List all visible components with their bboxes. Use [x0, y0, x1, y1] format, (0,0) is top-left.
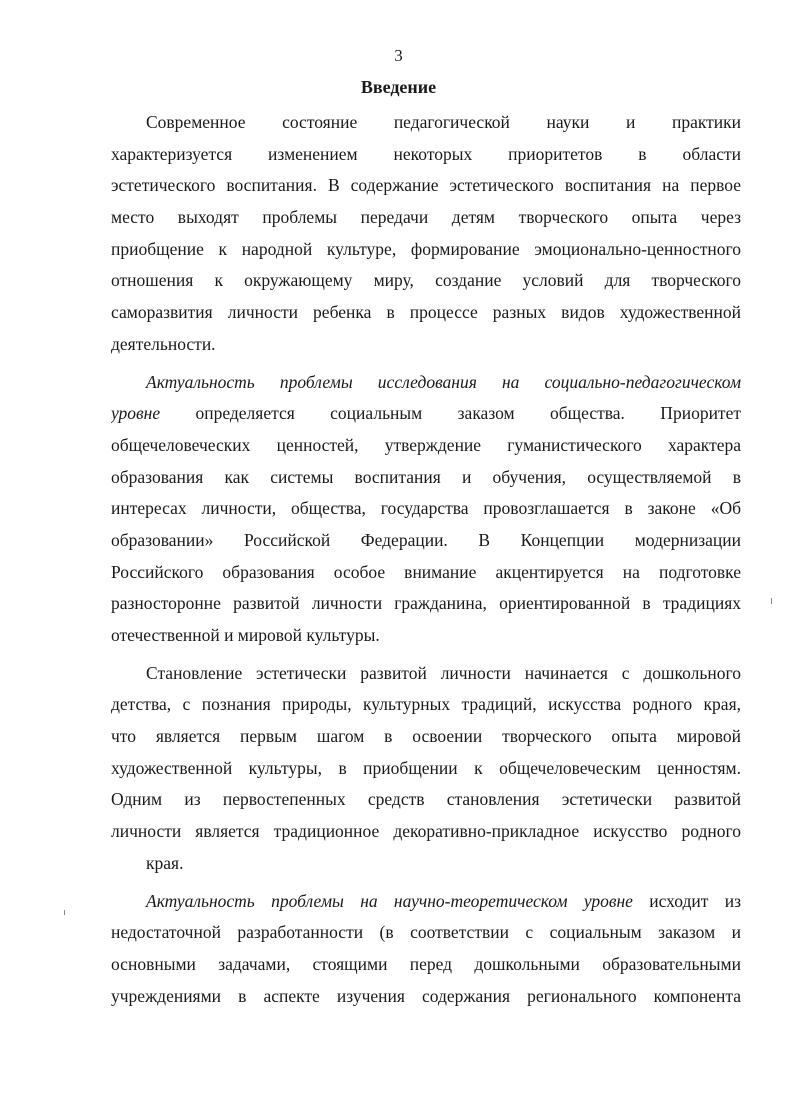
italic-phrase: уровне [111, 403, 161, 424]
text-line: характеризуется изменением некоторых приоритетов в области [111, 143, 741, 164]
text-line: детства, с познания природы, культурных традиций, искусства родного края, [111, 694, 741, 715]
scan-mark [771, 598, 772, 604]
text-line: приобщение к народной культуре, формирование эмоционально-ценностного [111, 238, 741, 259]
text-line: Становление эстетически развитой личности начинается с дошкольного [146, 662, 741, 683]
text-line: место выходят проблемы передачи детям творческого опыта через [111, 207, 741, 228]
page-title: Введение [360, 77, 437, 97]
text-line: художественной культуры, в приобщении к общечеловеческим ценностям. [111, 757, 741, 778]
text-line: отечественной и мировой культуры. [111, 625, 380, 645]
text-line: эстетического воспитания. В содержание эстетического воспитания на первое [111, 175, 741, 196]
paragraph-4 [111, 886, 741, 1013]
text-line: Современное состояние педагогической науки и практики [146, 112, 741, 132]
text-line [111, 398, 741, 430]
text-line: Российского образования особое внимание акцентируется на подготовке [111, 561, 741, 582]
document-body [111, 107, 741, 1012]
text-line: саморазвития личности ребенка в процессе разных видов художественной [111, 302, 741, 323]
paragraph-3 [111, 658, 741, 880]
text-line: общечеловеческих ценностей, утверждение гуманистического характера [111, 434, 741, 455]
text-line: основными задачами, стоящими перед дошкольными образовательными [111, 953, 741, 974]
text-line: деятельности. [111, 333, 216, 354]
text-line: Одним из первостепенных средств становления эстетически развитой [111, 789, 741, 810]
text-line: разносторонне развитой личности гражданина, ориентированной в традициях [111, 593, 741, 614]
text-line: образовании» Российской Федерации. В Концепции модернизации [111, 529, 741, 550]
italic-phrase: Актуальность проблемы на научно-теоретическом уровне [146, 890, 633, 911]
text-line: края. [146, 852, 184, 873]
text-line: интересах личности, общества, государства провозглашается в законе «Об [111, 498, 741, 519]
text-line [111, 886, 741, 918]
text-line: образования как системы воспитания и обучения, осуществляемой в [111, 466, 741, 487]
scan-mark [64, 910, 65, 915]
text-fragment: определяется социальным заказом общества. Приоритет [195, 403, 741, 424]
text-line: недостаточной разработанности (в соответствии с социальным заказом и [111, 922, 741, 943]
text-line: учреждениями в аспекте изучения содержания регионального компонента [111, 985, 741, 1006]
text-line: что является первым шагом в освоении творческого опыта мировой [111, 726, 741, 747]
text-line: отношения к окружающему миру, создание условий для творческого [111, 270, 741, 291]
page-number: 3 [394, 46, 403, 65]
text-line: личности является традиционное декоративно-прикладное искусство родного [111, 821, 741, 842]
text-fragment: исходит из [649, 890, 741, 911]
paragraph-2 [111, 367, 741, 652]
text-line [111, 367, 741, 399]
italic-phrase: Актуальность проблемы исследования на социально-педагогическом [146, 371, 741, 392]
paragraph-1 [111, 107, 741, 361]
